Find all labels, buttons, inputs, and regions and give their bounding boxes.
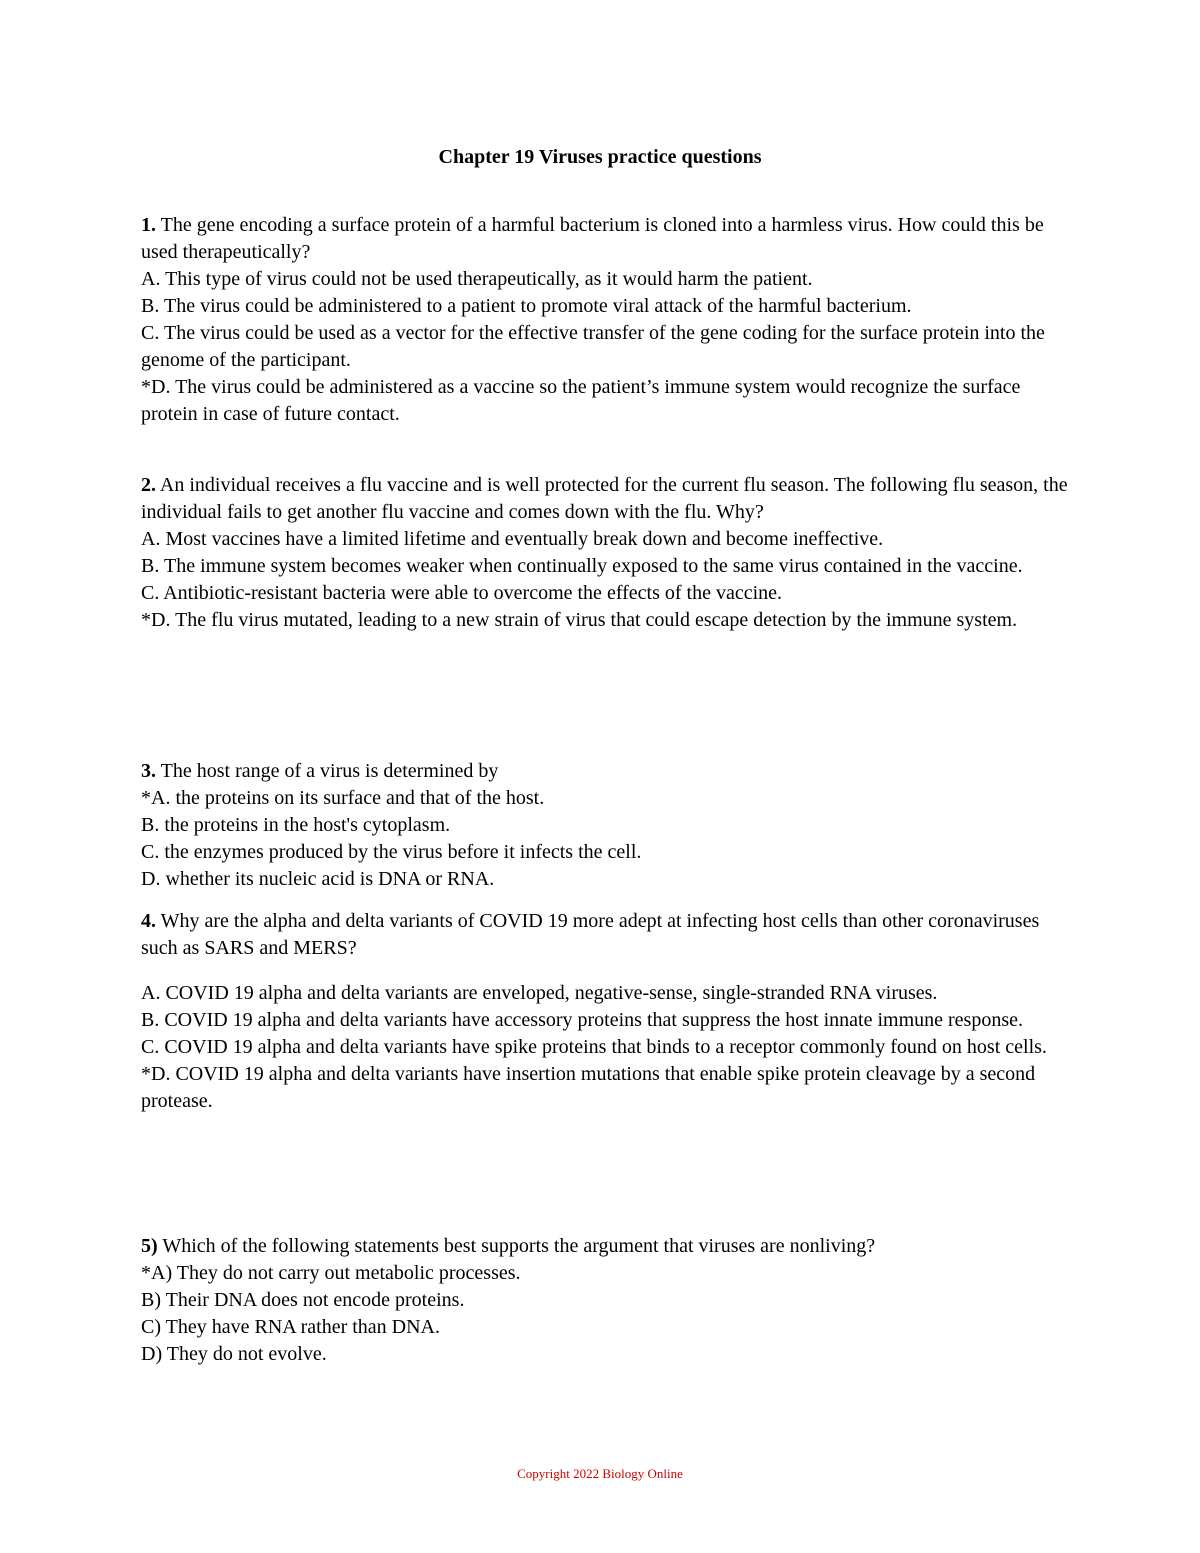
- question-number: 2.: [141, 474, 156, 496]
- question-1: [141, 212, 1071, 428]
- answer-option: C. Antibiotic-resistant bacteria were able to overcome the effects of the vaccine.: [141, 582, 783, 604]
- answer-option: B. COVID 19 alpha and delta variants have accessory proteins that suppress the host innate immune response.: [141, 1009, 1024, 1031]
- question-stem: [141, 758, 1071, 785]
- question-text: Why are the alpha and delta variants of COVID 19 more adept at infecting host cells than other coronaviruses such as SARS and MERS?: [141, 910, 1040, 959]
- answer-option-correct: *D. COVID 19 alpha and delta variants have insertion mutations that enable spike protein cleavage by a second protease.: [141, 1063, 1036, 1112]
- question-3: [141, 758, 1071, 893]
- answer-option: D) They do not evolve.: [141, 1343, 327, 1365]
- spacer: [141, 962, 1071, 980]
- answer-option: D. whether its nucleic acid is DNA or RNA.: [141, 868, 495, 890]
- answer-option: C) They have RNA rather than DNA.: [141, 1316, 441, 1338]
- question-number: 3.: [141, 760, 156, 782]
- question-stem: [141, 1233, 1071, 1260]
- answer-option: C. COVID 19 alpha and delta variants have spike proteins that binds to a receptor commonly found on host cells.: [141, 1036, 1047, 1058]
- question-text: An individual receives a flu vaccine and is well protected for the current flu season. The following flu season, the individual fails to get another flu vaccine and comes down with the flu. Why?: [141, 474, 1068, 523]
- question-number: 1.: [141, 214, 156, 236]
- answer-option: C. the enzymes produced by the virus before it infects the cell.: [141, 841, 642, 863]
- answer-option: B. The immune system becomes weaker when continually exposed to the same virus contained in the vaccine.: [141, 555, 1023, 577]
- question-text: The host range of a virus is determined by: [160, 760, 499, 782]
- answer-option: C. The virus could be used as a vector for the effective transfer of the gene coding for the surface protein into the genome of the participant.: [141, 322, 1045, 371]
- answer-option: A. This type of virus could not be used therapeutically, as it would harm the patient.: [141, 268, 813, 290]
- question-stem: [141, 212, 1071, 266]
- question-number: 4.: [141, 910, 156, 932]
- question-stem: [141, 908, 1071, 962]
- answer-option: B. The virus could be administered to a patient to promote viral attack of the harmful bacterium.: [141, 295, 912, 317]
- question-stem: [141, 472, 1071, 526]
- answer-option: A. COVID 19 alpha and delta variants are enveloped, negative-sense, single-stranded RNA viruses.: [141, 982, 938, 1004]
- answer-option: B. the proteins in the host's cytoplasm.: [141, 814, 451, 836]
- answer-option-correct: *A. the proteins on its surface and that of the host.: [141, 787, 545, 809]
- answer-option: A. Most vaccines have a limited lifetime and eventually break down and become ineffective.: [141, 528, 884, 550]
- question-text: The gene encoding a surface protein of a harmful bacterium is cloned into a harmless virus. How could this be used therapeutically?: [141, 214, 1044, 263]
- question-5: [141, 1233, 1071, 1368]
- answer-option-correct: *A) They do not carry out metabolic processes.: [141, 1262, 521, 1284]
- question-4: [141, 908, 1071, 1115]
- answer-option: B) Their DNA does not encode proteins.: [141, 1289, 465, 1311]
- answer-option-correct: *D. The flu virus mutated, leading to a new strain of virus that could escape detection by the immune system.: [141, 609, 1018, 631]
- copyright-footer: Copyright 2022 Biology Online: [517, 1466, 683, 1481]
- page-title: Chapter 19 Viruses practice questions: [438, 146, 762, 168]
- answer-option-correct: *D. The virus could be administered as a vaccine so the patient’s immune system would recognize the surface protein in case of future contact.: [141, 376, 1021, 425]
- question-number: 5): [141, 1235, 158, 1257]
- question-2: [141, 472, 1071, 634]
- question-text: Which of the following statements best supports the argument that viruses are nonliving?: [162, 1235, 876, 1257]
